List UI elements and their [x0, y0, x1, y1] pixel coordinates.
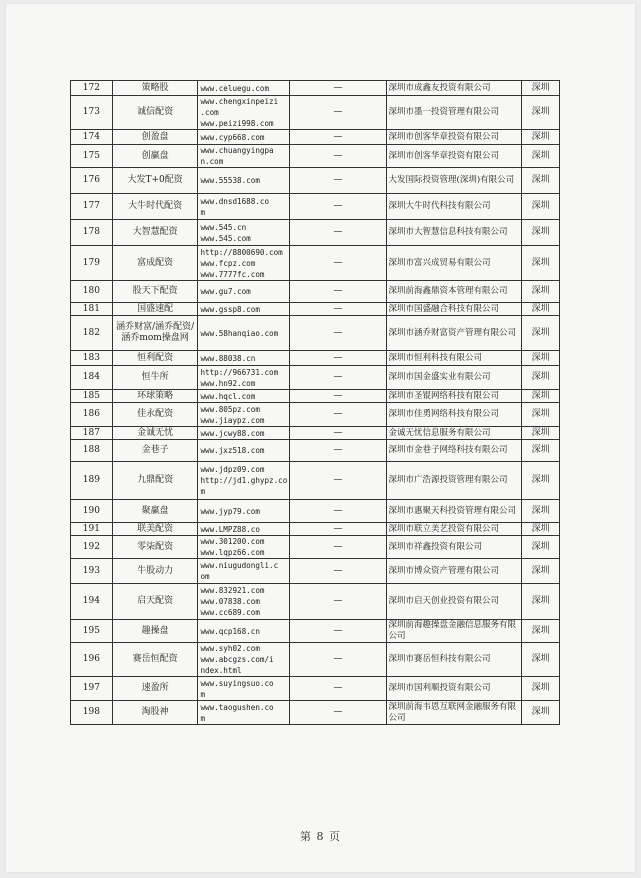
company-cell: 深圳市国利顺投资有限公司: [386, 677, 522, 701]
platform-name-cell: 九鼎配资: [112, 462, 198, 500]
website-url: www.jdpz09.com: [200, 465, 265, 474]
table-row: [71, 440, 560, 462]
city-cell: 深圳: [522, 366, 560, 390]
website-url: www.chuangyingpa: [200, 146, 274, 155]
website-cell: [198, 462, 290, 500]
company-cell: 金诚无忧信息服务有限公司: [386, 427, 522, 440]
website-url: www.syh02.com: [200, 644, 260, 653]
table-row: [71, 281, 560, 303]
website-url: www.hn92.com: [200, 378, 256, 388]
platform-name-cell: 富成配资: [112, 246, 198, 281]
website-url: m: [200, 689, 206, 699]
table-row: [71, 620, 560, 643]
website-cell: [198, 366, 290, 390]
table-row: [71, 390, 560, 403]
website-cell: [198, 559, 290, 584]
platform-name-cell: 联美配资: [112, 523, 198, 536]
row-number-cell: 198: [71, 701, 113, 725]
license-cell: —: [290, 351, 386, 366]
row-number-cell: 184: [71, 366, 113, 390]
page-number: 第 8 页: [300, 830, 341, 843]
website-url: www.peizi998.com: [200, 119, 274, 128]
row-number-cell: 177: [71, 194, 113, 220]
website-url: .com: [200, 108, 219, 117]
table-row: [71, 559, 560, 584]
city-cell: 深圳: [522, 168, 560, 194]
license-cell: —: [290, 366, 386, 390]
city-cell: 深圳: [522, 81, 560, 96]
license-cell: —: [290, 96, 386, 130]
city-cell: 深圳: [522, 701, 560, 725]
table-row: [71, 643, 560, 677]
license-cell: —: [290, 620, 386, 643]
license-cell: —: [290, 281, 386, 303]
website-url: m: [200, 713, 206, 723]
website-url: http://jd1.ghypz.co: [200, 476, 288, 485]
website-cell: [198, 246, 290, 281]
table-body: [71, 81, 560, 725]
website-url: n.com: [200, 157, 224, 166]
license-cell: —: [290, 130, 386, 145]
table-row: [71, 536, 560, 559]
table-row: [71, 168, 560, 194]
company-cell: 深圳市涵乔财富资产管理有限公司: [386, 316, 522, 351]
website-url: www.jyp79.com: [200, 506, 260, 516]
row-number-cell: 188: [71, 440, 113, 462]
website-cell: [198, 168, 290, 194]
row-number-cell: 195: [71, 620, 113, 643]
website-url: www.suyingsuo.co: [200, 678, 274, 688]
website-url: www.7777fc.com: [200, 269, 265, 279]
row-number-cell: 193: [71, 559, 113, 584]
website-cell: [198, 500, 290, 523]
table-row: [71, 403, 560, 427]
company-cell: 深圳大牛时代科技有限公司: [386, 194, 522, 220]
city-cell: 深圳: [522, 390, 560, 403]
platform-name-cell: 速盈所: [112, 677, 198, 701]
city-cell: 深圳: [522, 194, 560, 220]
row-number-cell: 175: [71, 145, 113, 168]
website-url: www.qcp168.cn: [200, 626, 260, 636]
company-cell: 深圳市启天创业投资有限公司: [386, 584, 522, 620]
license-cell: —: [290, 168, 386, 194]
row-number-cell: 187: [71, 427, 113, 440]
platform-name-cell: 恒利配资: [112, 351, 198, 366]
license-cell: —: [290, 145, 386, 168]
city-cell: 深圳: [522, 130, 560, 145]
row-number-cell: 189: [71, 462, 113, 500]
company-cell: 深圳市赛岳恒科技有限公司: [386, 643, 522, 677]
license-cell: —: [290, 194, 386, 220]
city-cell: 深圳: [522, 536, 560, 559]
city-cell: 深圳: [522, 440, 560, 462]
website-url: www.545.com: [200, 233, 251, 243]
company-cell: 深圳市金巷子网络科技有限公司: [386, 440, 522, 462]
license-cell: —: [290, 220, 386, 246]
company-cell: 深圳市恒利科技有限公司: [386, 351, 522, 366]
row-number-cell: 173: [71, 96, 113, 130]
row-number-cell: 190: [71, 500, 113, 523]
website-cell: [198, 523, 290, 536]
company-cell: 深圳市广浩源投资管理有限公司: [386, 462, 522, 500]
website-cell: [198, 677, 290, 701]
company-cell: 深圳前海趣操盘金融信息服务有限公司: [386, 620, 522, 643]
table-row: [71, 303, 560, 316]
platform-name-cell: 金诚无忧: [112, 427, 198, 440]
website-url: www.jiaypz.com: [200, 415, 265, 425]
city-cell: 深圳: [522, 303, 560, 316]
website-url: www.niugudongli.c: [200, 561, 279, 570]
company-cell: 深圳市惠聚天科投资管理有限公司: [386, 500, 522, 523]
table-row: [71, 145, 560, 168]
row-number-cell: 194: [71, 584, 113, 620]
company-cell: 深圳市国金盛实业有限公司: [386, 366, 522, 390]
website-cell: [198, 643, 290, 677]
license-cell: —: [290, 303, 386, 316]
license-cell: —: [290, 701, 386, 725]
license-cell: —: [290, 536, 386, 559]
city-cell: 深圳: [522, 316, 560, 351]
platform-name-cell: 大智慧配资: [112, 220, 198, 246]
company-cell: 深圳市创客华章投资有限公司: [386, 130, 522, 145]
company-cell: 深圳市圣锟网络科技有限公司: [386, 390, 522, 403]
platform-name-cell: 启天配资: [112, 584, 198, 620]
platform-name-cell: 涵乔财富/涵乔配资/涵乔mom操盘网: [112, 316, 198, 351]
website-cell: [198, 220, 290, 246]
website-url: ndex.html: [200, 666, 242, 675]
license-cell: —: [290, 390, 386, 403]
website-url: www.abcgzs.com/i: [200, 655, 274, 664]
platform-name-cell: 环球策略: [112, 390, 198, 403]
license-cell: —: [290, 440, 386, 462]
website-url: www.58hanqiao.com: [200, 328, 279, 338]
website-url: m: [200, 487, 206, 496]
row-number-cell: 180: [71, 281, 113, 303]
table-row: [71, 366, 560, 390]
website-url: www.fcpz.com: [200, 258, 256, 268]
platform-name-cell: 牛股动力: [112, 559, 198, 584]
platform-name-cell: 金巷子: [112, 440, 198, 462]
website-url: www.55538.com: [200, 176, 260, 185]
website-cell: [198, 536, 290, 559]
website-cell: [198, 194, 290, 220]
table-row: [71, 701, 560, 725]
license-cell: —: [290, 316, 386, 351]
website-url: www.jcwy88.com: [200, 428, 265, 438]
row-number-cell: 185: [71, 390, 113, 403]
platform-name-cell: 淘股神: [112, 701, 198, 725]
row-number-cell: 181: [71, 303, 113, 316]
license-cell: —: [290, 500, 386, 523]
row-number-cell: 191: [71, 523, 113, 536]
platform-name-cell: 大发T+0配资: [112, 168, 198, 194]
row-number-cell: 179: [71, 246, 113, 281]
table-row: [71, 316, 560, 351]
website-cell: [198, 96, 290, 130]
license-cell: —: [290, 677, 386, 701]
license-cell: —: [290, 462, 386, 500]
table-row: [71, 677, 560, 701]
license-cell: —: [290, 246, 386, 281]
city-cell: 深圳: [522, 246, 560, 281]
website-cell: [198, 145, 290, 168]
table-row: [71, 351, 560, 366]
company-cell: 深圳市博众资产管理有限公司: [386, 559, 522, 584]
website-url: www.07838.com: [200, 597, 260, 606]
company-cell: 深圳市联立美艺投资有限公司: [386, 523, 522, 536]
company-cell: 深圳市佳勇网络科技有限公司: [386, 403, 522, 427]
city-cell: 深圳: [522, 677, 560, 701]
city-cell: 深圳: [522, 427, 560, 440]
website-cell: [198, 620, 290, 643]
website-url: www.dnsd1688.co: [200, 196, 270, 206]
table-row: [71, 220, 560, 246]
platform-name-cell: 股天下配资: [112, 281, 198, 303]
website-url: www.545.cn: [200, 222, 247, 232]
website-url: www.gssp8.com: [200, 304, 260, 314]
table-row: [71, 96, 560, 130]
city-cell: 深圳: [522, 351, 560, 366]
website-url: www.taogushen.co: [200, 702, 274, 712]
website-url: www.jxz518.com: [200, 446, 265, 455]
website-url: http://966731.com: [200, 367, 279, 377]
company-cell: 深圳前海鑫鼎资本管理有限公司: [386, 281, 522, 303]
website-cell: [198, 390, 290, 403]
license-cell: —: [290, 643, 386, 677]
company-cell: 深圳市大智慧信息科技有限公司: [386, 220, 522, 246]
website-url: www.cc689.com: [200, 608, 260, 617]
website-url: www.chengxinpeizi: [200, 97, 279, 106]
table-row: [71, 81, 560, 96]
website-url: www.805pz.com: [200, 404, 260, 414]
platform-name-cell: 零柒配资: [112, 536, 198, 559]
website-cell: [198, 316, 290, 351]
website-url: www.88038.cn: [200, 353, 256, 363]
website-url: m: [200, 207, 206, 217]
row-number-cell: 196: [71, 643, 113, 677]
website-url: www.celuegu.com: [200, 83, 270, 93]
platform-name-cell: 聚赢盘: [112, 500, 198, 523]
city-cell: 深圳: [522, 403, 560, 427]
table-row: [71, 194, 560, 220]
website-cell: [198, 427, 290, 440]
row-number-cell: 176: [71, 168, 113, 194]
platform-name-cell: 创盈盘: [112, 130, 198, 145]
platform-name-cell: 赛岳恒配资: [112, 643, 198, 677]
company-cell: 深圳市国盛融合科技有限公司: [386, 303, 522, 316]
city-cell: 深圳: [522, 620, 560, 643]
city-cell: 深圳: [522, 462, 560, 500]
platform-name-cell: 趣操盘: [112, 620, 198, 643]
license-cell: —: [290, 559, 386, 584]
website-cell: [198, 351, 290, 366]
company-cell: 深圳市创客华章投资有限公司: [386, 145, 522, 168]
city-cell: 深圳: [522, 281, 560, 303]
row-number-cell: 182: [71, 316, 113, 351]
license-cell: —: [290, 81, 386, 96]
website-cell: [198, 440, 290, 462]
table-row: [71, 130, 560, 145]
license-cell: —: [290, 523, 386, 536]
row-number-cell: 178: [71, 220, 113, 246]
company-cell: 深圳市富兴成贸易有限公司: [386, 246, 522, 281]
website-cell: [198, 130, 290, 145]
platform-name-cell: 策略股: [112, 81, 198, 96]
website-url: www.lqpz66.com: [200, 548, 265, 557]
platform-name-cell: 诚信配资: [112, 96, 198, 130]
row-number-cell: 192: [71, 536, 113, 559]
website-url: om: [200, 572, 210, 581]
city-cell: 深圳: [522, 500, 560, 523]
company-cell: 深圳市墨一投资管理有限公司: [386, 96, 522, 130]
city-cell: 深圳: [522, 523, 560, 536]
website-url: www.cyp668.com: [200, 132, 265, 142]
company-cell: 大发国际投资管理(深圳)有限公司: [386, 168, 522, 194]
platform-name-cell: 创赢盘: [112, 145, 198, 168]
company-cell: 深圳市祥鑫投资有限公司: [386, 536, 522, 559]
row-number-cell: 186: [71, 403, 113, 427]
company-cell: 深圳市成鑫友投资有限公司: [386, 81, 522, 96]
city-cell: 深圳: [522, 559, 560, 584]
website-cell: [198, 81, 290, 96]
platform-name-cell: 恒牛所: [112, 366, 198, 390]
row-number-cell: 197: [71, 677, 113, 701]
city-cell: 深圳: [522, 584, 560, 620]
table-row: [71, 584, 560, 620]
table-row: [71, 523, 560, 536]
website-cell: [198, 281, 290, 303]
website-url: http://8800690.com: [200, 247, 283, 257]
row-number-cell: 174: [71, 130, 113, 145]
license-cell: —: [290, 403, 386, 427]
table-row: [71, 462, 560, 500]
table-row: [71, 427, 560, 440]
table-row: [71, 500, 560, 523]
platform-name-cell: 大牛时代配资: [112, 194, 198, 220]
website-url: www.gu7.com: [200, 287, 251, 296]
website-cell: [198, 403, 290, 427]
website-url: www.301200.com: [200, 537, 265, 546]
website-cell: [198, 303, 290, 316]
table-row: [71, 246, 560, 281]
platform-name-cell: 国盛速配: [112, 303, 198, 316]
city-cell: 深圳: [522, 643, 560, 677]
platform-registry-table: [70, 80, 560, 725]
license-cell: —: [290, 584, 386, 620]
row-number-cell: 172: [71, 81, 113, 96]
website-cell: [198, 701, 290, 725]
website-url: www.832921.com: [200, 586, 265, 595]
license-cell: —: [290, 427, 386, 440]
company-cell: 深圳前海韦恩互联网金融服务有限公司: [386, 701, 522, 725]
city-cell: 深圳: [522, 145, 560, 168]
city-cell: 深圳: [522, 220, 560, 246]
website-url: www.LMPZ88.co: [200, 524, 260, 534]
city-cell: 深圳: [522, 96, 560, 130]
website-cell: [198, 584, 290, 620]
website-url: www.hqcl.com: [200, 391, 256, 401]
row-number-cell: 183: [71, 351, 113, 366]
document-page: [6, 4, 635, 872]
platform-name-cell: 佳永配资: [112, 403, 198, 427]
